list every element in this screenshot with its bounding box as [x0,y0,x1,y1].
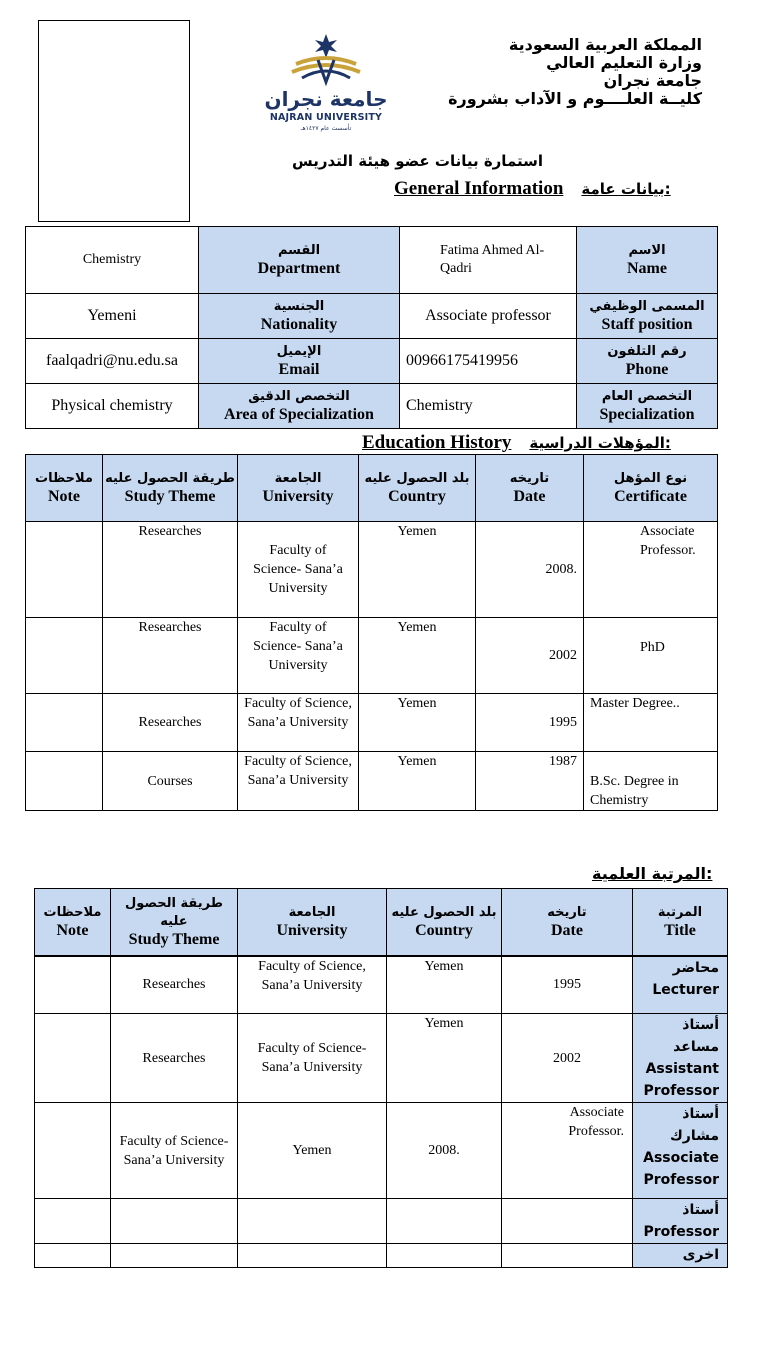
rank-title-cell: اخرى [633,1244,728,1268]
area-label: التخصص الدقيق Area of Specialization [199,384,400,429]
university-cell: Faculty of Science- Sana’a University [238,618,359,694]
education-table [25,454,718,811]
header-line-1: المملكة العربية السعودية [508,35,702,54]
rank-table [34,888,728,1268]
country-header: بلد الحصول عليه Country [359,455,476,522]
date-cell: 2002 [476,618,584,694]
date-header: تاريخه Date [476,455,584,522]
study-theme-cell: Researches [111,1014,238,1103]
rank-heading [592,864,712,884]
general-info-heading [394,178,671,200]
study-theme-cell: Courses [103,752,238,811]
country-cell: Yemen [359,694,476,752]
certificate-cell: B.Sc. Degree in Chemistry [584,752,718,811]
date-header: تاريخه Date [502,889,633,956]
university-cell: Faculty of Science, Sana’a University [238,956,387,1014]
table-row [26,752,718,811]
date-cell: 2002 [502,1014,633,1103]
email-label: الإيميل Email [199,339,400,384]
study-theme-cell: Researches [103,618,238,694]
general-info-title-en: General Information [394,178,564,199]
date-cell: 1995 [502,956,633,1014]
university-header: الجامعة University [238,889,387,956]
study-theme-cell: Researches [111,956,238,1014]
rank-title-cell: أستاذ مساعد Assistant Professor [633,1014,728,1103]
nationality-label: الجنسية Nationality [199,294,400,339]
logo-arabic-text: جامعة نجران [264,87,388,111]
university-logo [262,30,390,136]
date-cell: Associate Professor. [502,1103,633,1199]
staff-position-value: Associate professor [400,294,577,339]
rank-title-ar: المرتبة العلمية: [592,864,713,883]
phone-label: رقم التلفون Phone [577,339,718,384]
country-cell: Yemen [359,752,476,811]
study-theme-header: طريقة الحصول عليه Study Theme [103,455,238,522]
specialization-value: Chemistry [400,384,577,429]
study-theme-cell: Researches [103,522,238,618]
logo-english-text: NAJRAN UNIVERSITY [269,112,383,123]
country-cell: Yemen [359,618,476,694]
ministry-header [448,36,702,108]
form-title: استمارة بيانات عضو هيئة التدريس [292,152,544,170]
phone-value: 00966175419956 [400,339,577,384]
email-value: faalqadri@nu.edu.sa [26,339,199,384]
country-cell: Yemen [387,956,502,1014]
name-value: Fatima Ahmed Al-Qadri [400,227,577,294]
department-value: Chemistry [26,227,199,294]
table-row [35,1103,728,1199]
rank-title-cell: أستاذ مشارك Associate Professor [633,1103,728,1199]
name-label: الاسم Name [577,227,718,294]
note-header: ملاحظات Note [26,455,103,522]
study-theme-cell: Faculty of Science- Sana’a University [111,1103,238,1199]
university-cell: Faculty of Science- Sana’a University [238,522,359,618]
nationality-value: Yemeni [26,294,199,339]
study-theme-header: طريقة الحصول عليه Study Theme [111,889,238,956]
rank-header-row [35,889,728,956]
certificate-cell: Associate Professor. [584,522,718,618]
country-cell: 2008. [387,1103,502,1199]
area-value: Physical chemistry [26,384,199,429]
logo-founded-text: تأسست عام ١٤٢٧هـ [300,125,352,132]
country-cell: Yemen [387,1014,502,1103]
country-cell: Yemen [359,522,476,618]
education-title-en: Education History [362,432,512,453]
table-row [26,618,718,694]
title-header: المرتبة Title [633,889,728,956]
table-row [26,522,718,618]
country-header: بلد الحصول عليه Country [387,889,502,956]
table-row [26,694,718,752]
certificate-header: نوع المؤهل Certificate [584,455,718,522]
photo-box [38,20,190,222]
department-label: القسم Department [199,227,400,294]
note-header: ملاحظات Note [35,889,111,956]
rank-title-cell: أستاذ Professor [633,1199,728,1244]
date-cell: 1987 [476,752,584,811]
general-info-table [25,226,718,429]
table-row [35,1199,728,1244]
header-line-3: جامعة نجران [603,71,702,90]
university-cell: Faculty of Science- Sana’a University [238,1014,387,1103]
university-cell: Faculty of Science, Sana’a University [238,752,359,811]
university-cell: Faculty of Science, Sana’a University [238,694,359,752]
table-row [35,1244,728,1268]
university-cell: Yemen [238,1103,387,1199]
university-header: الجامعة University [238,455,359,522]
education-heading [362,432,671,454]
rank-title-cell: محاضر Lecturer [633,956,728,1014]
certificate-cell: Master Degree.. [584,694,718,752]
date-cell: 2008. [476,522,584,618]
table-row [35,1014,728,1103]
header-line-4: كليــة العلــــوم و الآداب بشرورة [448,89,702,108]
general-info-title-ar: بيانات عامة: [581,180,671,198]
staff-position-label: المسمى الوظيفي Staff position [577,294,718,339]
education-header-row [26,455,718,522]
certificate-cell: PhD [584,618,718,694]
study-theme-cell: Researches [103,694,238,752]
star-emblem-icon [262,30,390,90]
date-cell: 1995 [476,694,584,752]
table-row [35,956,728,1014]
header-line-2: وزارة التعليم العالي [546,53,702,72]
education-title-ar: المؤهلات الدراسية: [529,434,671,452]
specialization-label: التخصص العام Specialization [577,384,718,429]
